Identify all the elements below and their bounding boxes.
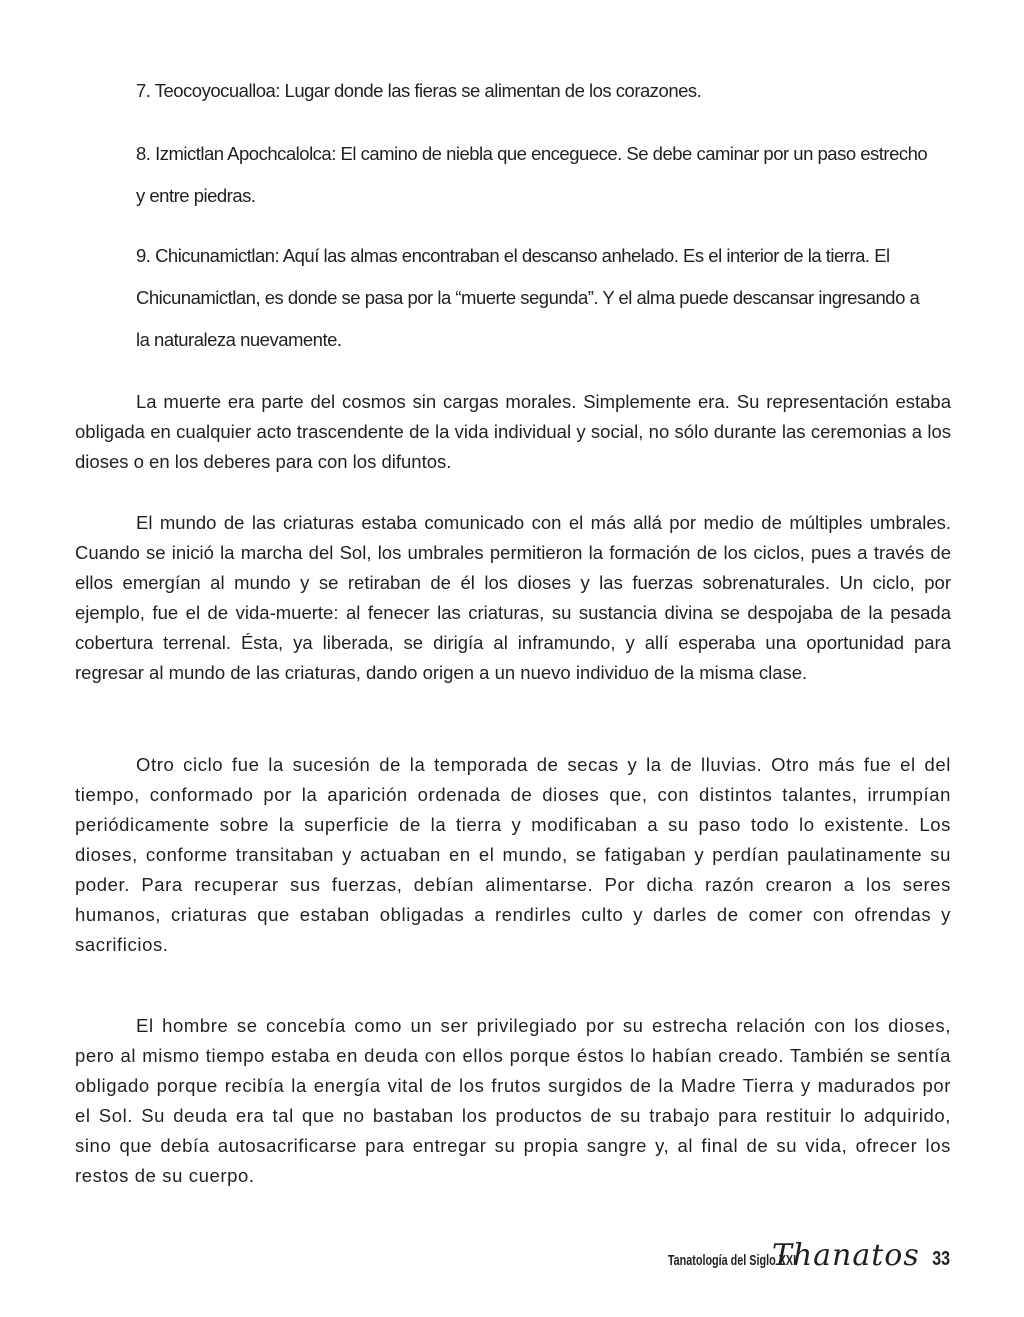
- page-footer: [618, 1238, 952, 1273]
- paragraph-cycles: Otro ciclo fue la sucesión de la temporada de secas y la de lluvias. Otro más fue el del tiempo, conformado por la aparición ordenada de dioses que, con distintos talantes, irrumpían periódicamente sobre la superficie de la tierra y modificaban a su paso todo lo existente. Los dioses, conforme transitaban y actuaban en el mundo, se fatigaban y perdían paulatinamente su poder. Para recuperar sus fuerzas, debían alimentarse. Por dicha razón crearon a los seres humanos, criaturas que estaban obligadas a rendirles culto y darles de comer con ofrendas y sacrificios.: [75, 754, 951, 955]
- list-item-9: 9. Chicunamictlan: Aquí las almas encontraban el descanso anhelado. Es el interior de la tierra. El Chicunamictlan, es donde se pasa por la “muerte segunda”. Y el alma puede descansar ingresando a la naturaleza nuevamente.: [136, 245, 920, 350]
- paragraph-world-creatures: El mundo de las criaturas estaba comunicado con el más allá por medio de múltiples umbrales. Cuando se inició la marcha del Sol, los umbrales permitieron la formación de los ciclos, pues a través de ellos emergían al mundo y se retiraban de él los dioses y las fuerzas sobrenaturales. Un ciclo, por ejemplo, fue el de vida-muerte: al fenecer las criaturas, su sustancia divina se despojaba de la pesada cobertura terrenal. Ésta, ya liberada, se dirigía al inframundo, y allí esperaba una oportunidad para regresar al mundo de las criaturas, dando origen a un nuevo individuo de la misma clase.: [75, 512, 951, 683]
- list-item-7: 7. Teocoyocualloa: Lugar donde las fieras se alimentan de los corazones.: [136, 80, 702, 101]
- thanatos-logo: Thanatos: [771, 1238, 920, 1273]
- paragraph-death-cosmos: La muerte era parte del cosmos sin cargas morales. Simplemente era. Su representación estaba obligada en cualquier acto trascendente de la vida individual y social, no sólo durante las ceremonias a los dioses o en los deberes para con los difuntos.: [75, 391, 951, 472]
- page-number: 33: [931, 1248, 950, 1270]
- publication-name: Tanatología del Siglo XXI: [667, 1252, 796, 1269]
- paragraph-man-debt: El hombre se concebía como un ser privilegiado por su estrecha relación con los dioses, pero al mismo tiempo estaba en deuda con ellos porque éstos lo habían creado. También se sentía obligado porque recibía la energía vital de los frutos surgidos de la Madre Tierra y madurados por el Sol. Su deuda era tal que no bastaban los productos de su trabajo para restituir lo adquirido, sino que debía autosacrificarse para entregar su propia sangre y, al final de su vida, ofrecer los restos de su cuerpo.: [75, 1015, 951, 1186]
- list-item-8: 8. Izmictlan Apochcalolca: El camino de niebla que enceguece. Se debe caminar por un paso estrecho y entre piedras.: [136, 143, 928, 206]
